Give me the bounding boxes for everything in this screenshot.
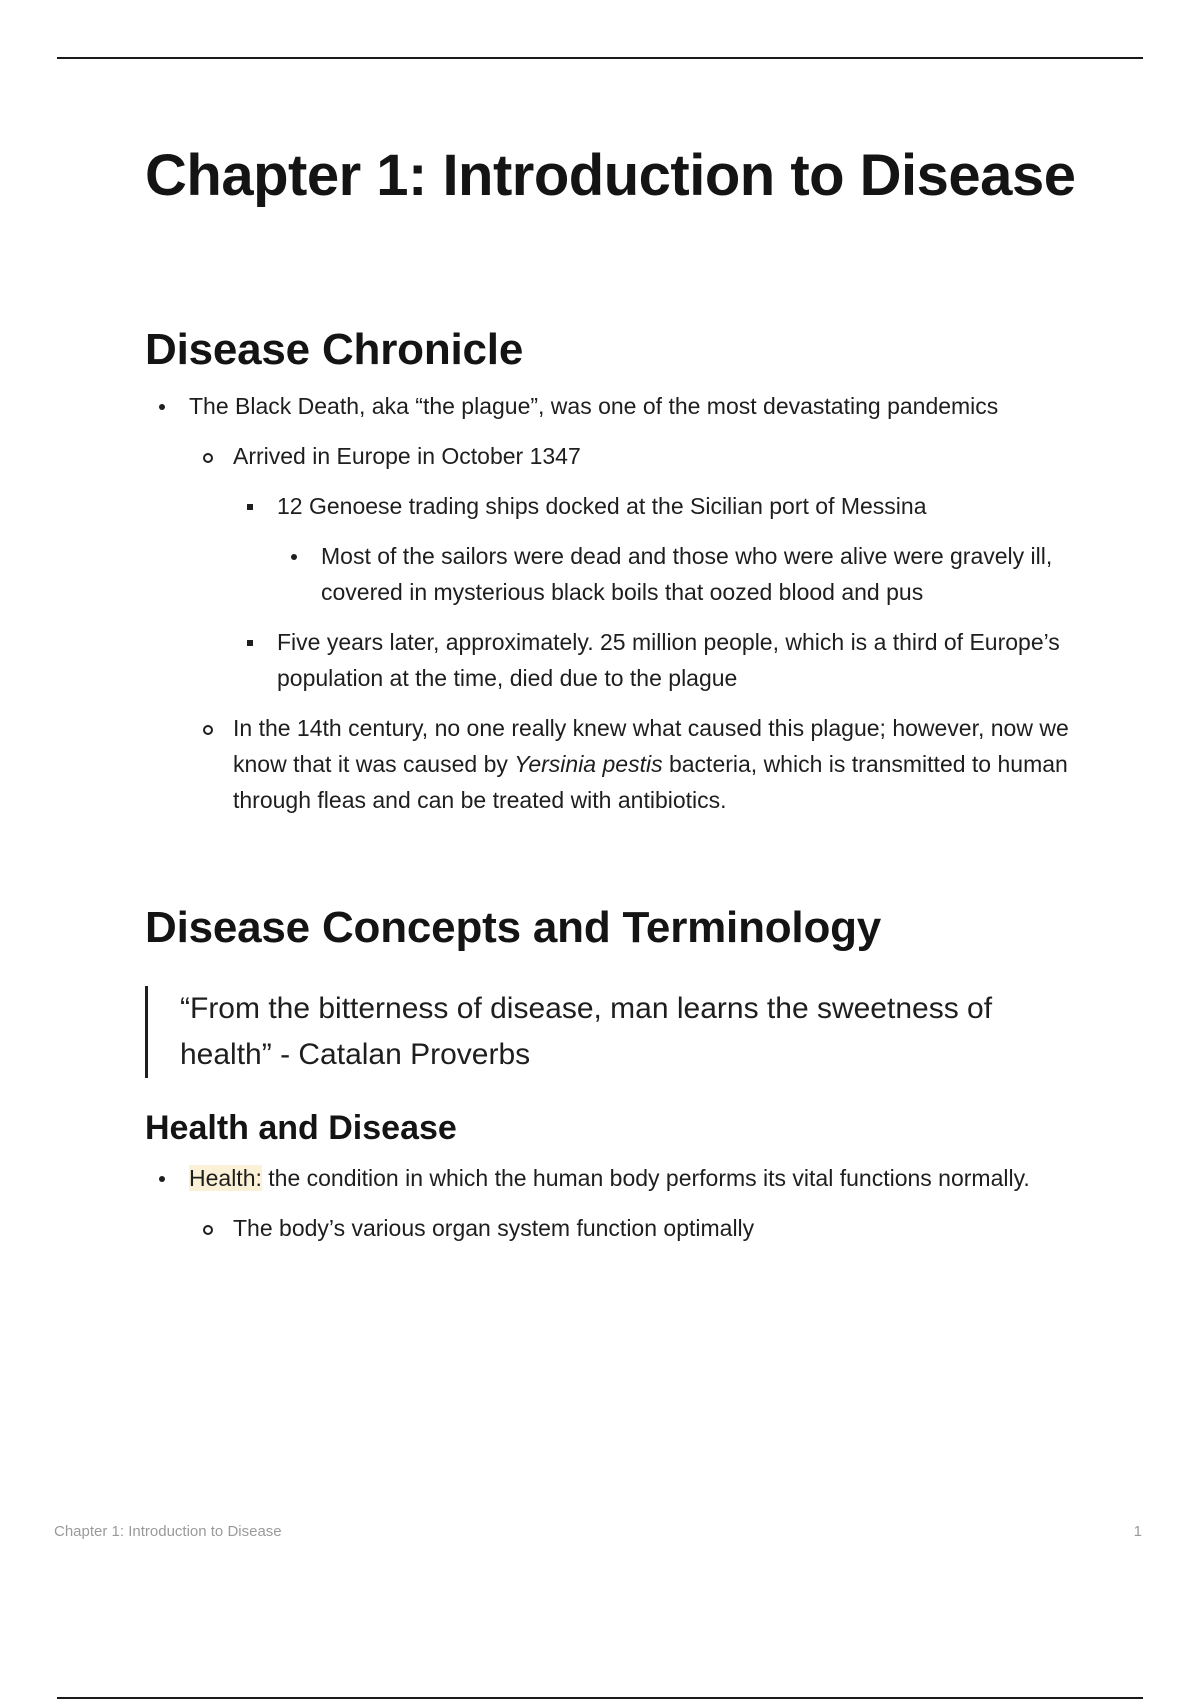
nested-list (189, 438, 1085, 818)
list-item-text: Most of the sailors were dead and those who were alive were gravely ill, covered in mysterious black boils that oozed blood and pus (321, 543, 1053, 605)
list-item-text: The body’s various organ system function optimally (233, 1215, 755, 1241)
section-heading-disease-concepts: Disease Concepts and Terminology (145, 903, 882, 952)
species-name: Yersinia pestis (514, 751, 663, 777)
section-heading-disease-chronicle: Disease Chronicle (145, 325, 524, 374)
nested-list (189, 1210, 1085, 1246)
list-item-text: Five years later, approximately. 25 million people, which is a third of Europe’s population at the time, died due to the plague (277, 629, 1060, 691)
health-list (145, 1160, 1085, 1246)
text-run: the condition in which the human body performs its vital functions normally. (261, 1165, 1030, 1191)
footer-title: Chapter 1: Introduction to Disease (54, 1523, 282, 1540)
list-item (189, 388, 1085, 818)
highlighted-term: Health: (189, 1165, 262, 1191)
list-item (233, 438, 1085, 696)
document-page (145, 140, 1085, 1246)
blockquote: “From the bitterness of disease, man learns the sweetness of health” - Catalan Proverbs (145, 986, 1085, 1078)
list-item-text: Arrived in Europe in October 1347 (233, 443, 581, 469)
bullet-icon (159, 1176, 165, 1182)
list-item (189, 1160, 1085, 1246)
circle-bullet-icon (203, 453, 213, 463)
list-item-text (189, 1160, 1085, 1196)
subsection-heading-health-and-disease: Health and Disease (145, 1109, 457, 1147)
square-bullet-icon (247, 504, 253, 510)
list-item (233, 1210, 1085, 1246)
list-item (233, 710, 1085, 818)
top-rule (57, 57, 1143, 59)
nested-list (233, 488, 1085, 696)
circle-bullet-icon (203, 725, 213, 735)
page-title: Chapter 1: Introduction to Disease (145, 143, 1076, 208)
list-item-text (233, 710, 1085, 818)
text-run: In the 14th century, no one really knew what caused this plague; however, now we know that it was caused by (233, 715, 1069, 777)
list-item-text: 12 Genoese trading ships docked at the Sicilian port of Messina (277, 493, 927, 519)
chronicle-list (145, 388, 1085, 818)
list-item (321, 538, 1085, 610)
bullet-icon (291, 554, 297, 560)
list-item (277, 488, 1085, 610)
text-run: bacteria, which is transmitted to human through fleas and can be treated with antibiotics. (233, 751, 1068, 813)
page-number: 1 (1133, 1523, 1142, 1540)
square-bullet-icon (247, 640, 253, 646)
nested-list (277, 538, 1085, 610)
bullet-icon (159, 404, 165, 410)
bottom-rule (57, 1697, 1143, 1699)
circle-bullet-icon (203, 1225, 213, 1235)
list-item (277, 624, 1085, 696)
list-item-text: The Black Death, aka “the plague”, was one of the most devastating pandemics (189, 393, 999, 419)
